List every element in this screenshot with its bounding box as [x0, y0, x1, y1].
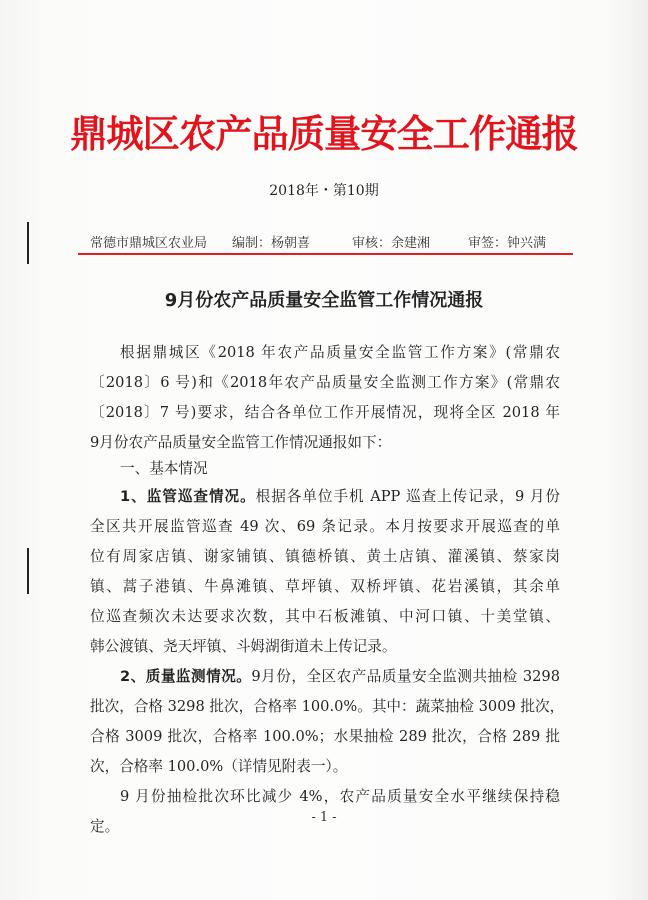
binding-mark — [27, 222, 29, 264]
document-title: 9月份农产品质量安全监管工作情况通报 — [164, 290, 484, 311]
publisher: 常德市鼎城区农业局 — [90, 236, 208, 251]
paragraph-line: 位巡查频次未达要求次数，其中石板滩镇、中河口镇、十美堂镇、 — [90, 608, 560, 625]
paragraph-line: 批次，合格 3298 批次，合格率 100.0%。其中：蔬菜抽检 3009 批次， — [90, 698, 565, 715]
issue-number: 2018年・第10期 — [269, 183, 379, 199]
paragraph-text: 9月份，全区农产品质量安全监测共抽检 3298 — [251, 668, 560, 685]
header-divider — [78, 253, 573, 255]
intro-line: 根据鼎城区《2018 年农产品质量安全监管工作方案》(常鼎农 — [120, 344, 560, 361]
reviewer: 审核：余建湘 — [352, 236, 431, 251]
paragraph-line — [120, 486, 560, 508]
intro-line: 〔2018〕6 号)和《2018年农产品质量安全监测工作方案》(常鼎农 — [90, 374, 560, 391]
paragraph-text: 根据各单位手机 APP 巡查上传记录，9 月份 — [255, 488, 560, 505]
paragraph-line: 镇、蒿子港镇、牛鼻滩镇、草坪镇、双桥坪镇、花岩溪镇，其余单 — [90, 578, 560, 595]
intro-line: 〔2018〕7 号)要求，结合各单位工作开展情况，现将全区 2018 年 — [90, 404, 560, 421]
approver: 审签：钟兴满 — [468, 236, 547, 251]
paragraph-line: 9 月份抽检批次环比减少 4%，农产品质量安全水平继续保持稳 — [120, 788, 560, 805]
paragraph-line: 合格 3009 批次，合格率 100.0%；水果抽检 289 批次，合格 289 批 — [90, 728, 560, 745]
paragraph-heading: 2、质量监测情况。 — [120, 668, 252, 685]
paragraph-line: 次，合格率 100.0%（详情见附表一）。 — [90, 758, 348, 775]
masthead-title: 鼎城区农产品质量安全工作通报 — [70, 112, 578, 156]
binding-mark — [27, 548, 29, 594]
paragraph-line: 位有周家店镇、谢家铺镇、镇德桥镇、黄土店镇、灌溪镇、蔡家岗 — [90, 548, 560, 565]
paragraph-line: 全区共开展监管巡查 49 次、69 条记录。本月按要求开展巡查的单 — [90, 518, 560, 535]
intro-line: 9月份农产品质量安全监管工作情况通报如下： — [90, 434, 392, 451]
paragraph-heading: 1、监管巡查情况。 — [120, 488, 256, 505]
page-number: - 1 - — [311, 810, 337, 825]
editor: 编制：杨朝喜 — [232, 236, 311, 251]
section-heading: 一、基本情况 — [120, 460, 208, 477]
paragraph-line — [120, 666, 560, 688]
paragraph-line: 定。 — [90, 818, 120, 835]
paragraph-line: 韩公渡镇、尧天坪镇、斗姆湖街道未上传记录。 — [90, 638, 397, 655]
